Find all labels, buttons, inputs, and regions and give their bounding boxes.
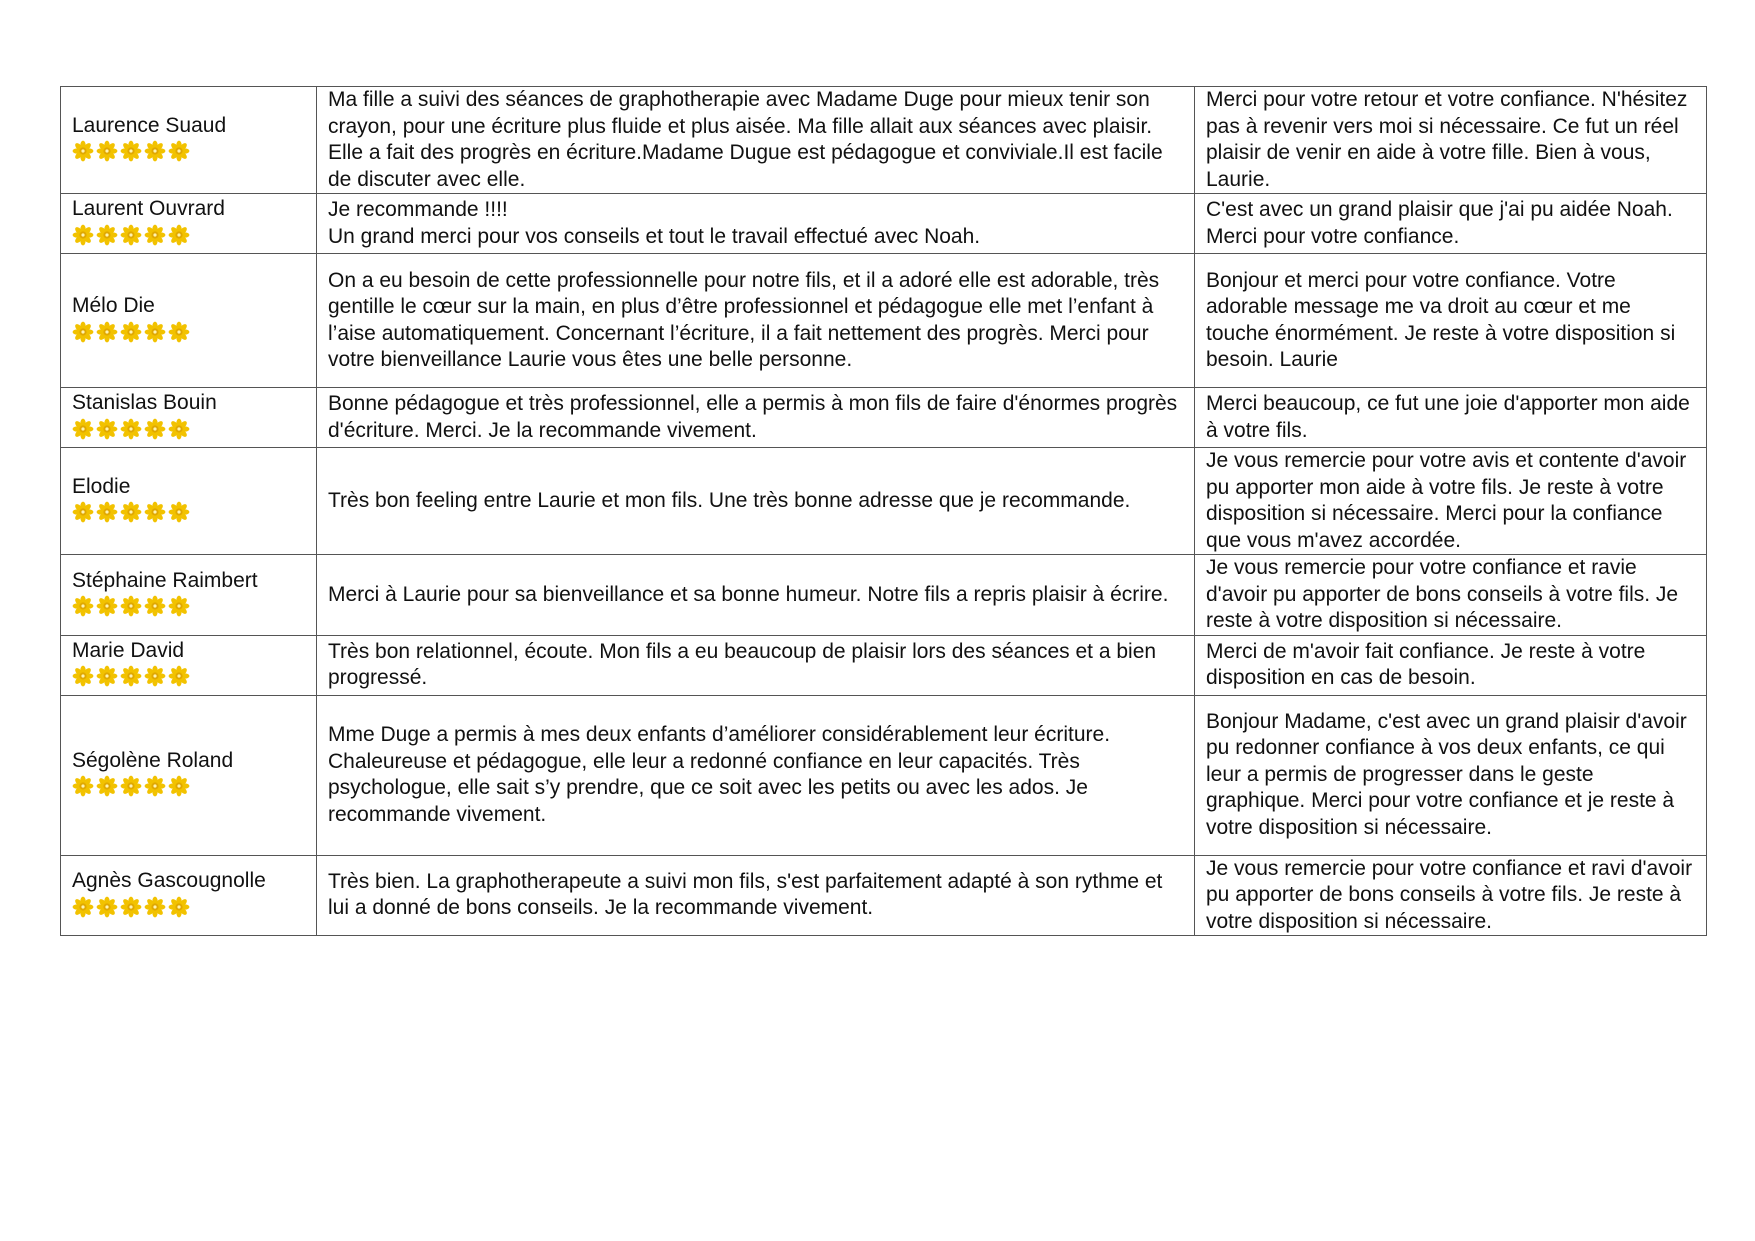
review-cell [317,388,1195,448]
reviewer-cell [61,855,317,936]
flower-star-icon [72,665,94,687]
rating-stars [72,665,305,692]
reply-cell [1195,448,1707,555]
review-text: Très bien. La graphotherapeute a suivi mon fils, s'est parfaitement adapté à son rythme et lui a donné de bons conseils. Je la recommande vivement. [328,869,1163,920]
flower-star-icon [144,224,166,246]
flower-star-icon [120,775,142,797]
rating-stars [72,224,305,251]
review-cell [317,87,1195,194]
reply-text: Merci beaucoup, ce fut une joie d'apporter mon aide à votre fils. [1206,392,1690,442]
reviewer-cell [61,695,317,855]
reply-text: Je vous remercie pour votre confiance et ravi d'avoir pu apporter de bons conseils à votre fils. Je reste à votre disposition si nécessaire. [1206,856,1693,933]
rating-stars [72,140,305,167]
review-text: Merci à Laurie pour sa bienveillance et sa bonne humeur. Notre fils a repris plaisir à écrire. [328,582,1169,606]
flower-star-icon [168,321,190,343]
review-cell [317,194,1195,254]
flower-star-icon [120,140,142,162]
table-row [61,87,1707,194]
flower-star-icon [96,595,118,617]
reply-text: Je vous remercie pour votre confiance et ravie d'avoir pu apporter de bons conseils à votre fils. Je reste à votre disposition si nécessaire. [1206,556,1679,632]
flower-star-icon [72,140,94,162]
reviewer-name: Marie David [72,638,185,662]
reply-text: Merci de m'avoir fait confiance. Je reste à votre disposition en cas de besoin. [1206,639,1646,689]
reply-cell [1195,855,1707,936]
reviews-table-body [61,87,1707,936]
rating-stars [72,321,305,348]
reviewer-cell [61,635,317,695]
flower-star-icon [120,665,142,687]
flower-star-icon [96,665,118,687]
flower-star-icon [120,896,142,918]
flower-star-icon [72,595,94,617]
reviewer-cell [61,555,317,636]
reviews-table [60,86,1707,936]
flower-star-icon [168,501,190,523]
reply-text: C'est avec un grand plaisir que j'ai pu aidée Noah. Merci pour votre confiance. [1206,198,1673,248]
table-row [61,695,1707,855]
reviewer-name: Elodie [72,474,131,498]
review-text: Mme Duge a permis à mes deux enfants d’améliorer considérablement leur écriture. Chaleureuse et pédagogue, elle leur a redonné confiance en leur capacités. Très psychologue, elle sait s’y prendre, que ce soit avec les petits ou avec les ados. Je recommande vivement. [328,723,1111,826]
reply-cell [1195,555,1707,636]
review-cell [317,855,1195,936]
flower-star-icon [96,321,118,343]
flower-star-icon [168,224,190,246]
flower-star-icon [144,775,166,797]
flower-star-icon [168,775,190,797]
flower-star-icon [120,321,142,343]
reviewer-name: Stanislas Bouin [72,391,217,415]
flower-star-icon [96,140,118,162]
flower-star-icon [144,321,166,343]
rating-stars [72,418,305,445]
review-text: Ma fille a suivi des séances de graphotherapie avec Madame Duge pour mieux tenir son crayon, pour une écriture plus fluide et plus aisée. Ma fille allait aux séances avec plaisir. Elle a fait des progrès en écriture.Madame Dugue est pédagogue et conviviale.Il est facile de discuter avec elle. [328,88,1163,191]
table-row [61,388,1707,448]
flower-star-icon [168,140,190,162]
flower-star-icon [72,321,94,343]
reply-cell [1195,87,1707,194]
reviewer-name: Ségolène Roland [72,748,234,772]
flower-star-icon [72,418,94,440]
review-text: Très bon feeling entre Laurie et mon fils. Une très bonne adresse que je recommande. [328,488,1131,512]
reply-text: Merci pour votre retour et votre confiance. N'hésitez pas à revenir vers moi si nécessaire. Ce fut un réel plaisir de venir en aide à votre fille. Bien à vous, Laurie. [1206,88,1688,191]
flower-star-icon [144,418,166,440]
table-row [61,855,1707,936]
table-row [61,194,1707,254]
flower-star-icon [144,595,166,617]
review-cell [317,695,1195,855]
flower-star-icon [96,775,118,797]
flower-star-icon [120,224,142,246]
flower-star-icon [120,418,142,440]
table-row [61,254,1707,388]
flower-star-icon [120,595,142,617]
flower-star-icon [96,224,118,246]
reply-cell [1195,635,1707,695]
flower-star-icon [96,501,118,523]
table-row [61,448,1707,555]
rating-stars [72,595,305,622]
reviewer-cell [61,448,317,555]
reply-cell [1195,254,1707,388]
flower-star-icon [120,501,142,523]
reply-text: Bonjour et merci pour votre confiance. Votre adorable message me va droit au cœur et me touche énormément. Je reste à votre disposition si besoin. Laurie [1206,268,1676,371]
flower-star-icon [168,665,190,687]
flower-star-icon [72,224,94,246]
rating-stars [72,896,305,923]
reviewer-cell [61,194,317,254]
flower-star-icon [72,501,94,523]
flower-star-icon [168,595,190,617]
flower-star-icon [96,896,118,918]
flower-star-icon [144,665,166,687]
flower-star-icon [72,896,94,918]
reply-text: Je vous remercie pour votre avis et contente d'avoir pu apporter mon aide à votre fils. Je reste à votre disposition si nécessaire. Merci pour la confiance que vous m'avez accordée. [1206,449,1687,552]
reviewer-cell [61,254,317,388]
reviewer-cell [61,87,317,194]
reviewer-name: Agnès Gascougnolle [72,869,266,892]
reply-cell [1195,194,1707,254]
reviewer-name: Laurent Ouvrard [72,197,225,221]
review-text: Très bon relationnel, écoute. Mon fils a eu beaucoup de plaisir lors des séances et a bien progressé. [328,639,1157,689]
table-row [61,555,1707,636]
flower-star-icon [144,501,166,523]
review-text: Bonne pédagogue et très professionnel, elle a permis à mon fils de faire d'énormes progrès d'écriture. Merci. Je la recommande vivement. [328,392,1178,442]
review-cell [317,555,1195,636]
review-cell [317,635,1195,695]
flower-star-icon [168,418,190,440]
reviewer-name: Mélo Die [72,294,155,318]
reply-cell [1195,695,1707,855]
reply-cell [1195,388,1707,448]
rating-stars [72,501,305,528]
review-cell [317,254,1195,388]
flower-star-icon [144,896,166,918]
flower-star-icon [72,775,94,797]
reviewer-name: Stéphaine Raimbert [72,568,258,592]
review-cell [317,448,1195,555]
reply-text: Bonjour Madame, c'est avec un grand plaisir d'avoir pu redonner confiance à vos deux enfants, ce qui leur a permis de progresser dans le geste graphique. Merci pour votre confiance et je reste à votre disposition si nécessaire. [1206,709,1687,839]
flower-star-icon [144,140,166,162]
review-text: On a eu besoin de cette professionnelle pour notre fils, et il a adoré elle est adorable, très gentille le cœur sur la main, en plus d’être professionnel et pédagogue elle met l’enfant à l’aise automatiquement. Concernant l’écriture, il a fait nettement des progrès. Merci pour votre bienveillance Laurie vous êtes une belle personne. [328,268,1160,371]
table-row [61,635,1707,695]
rating-stars [72,775,305,802]
review-text: Je recommande !!!! Un grand merci pour vos conseils et tout le travail effectué avec Noah. [328,198,981,248]
flower-star-icon [168,896,190,918]
flower-star-icon [96,418,118,440]
reviewer-cell [61,388,317,448]
reviewer-name: Laurence Suaud [72,113,227,137]
